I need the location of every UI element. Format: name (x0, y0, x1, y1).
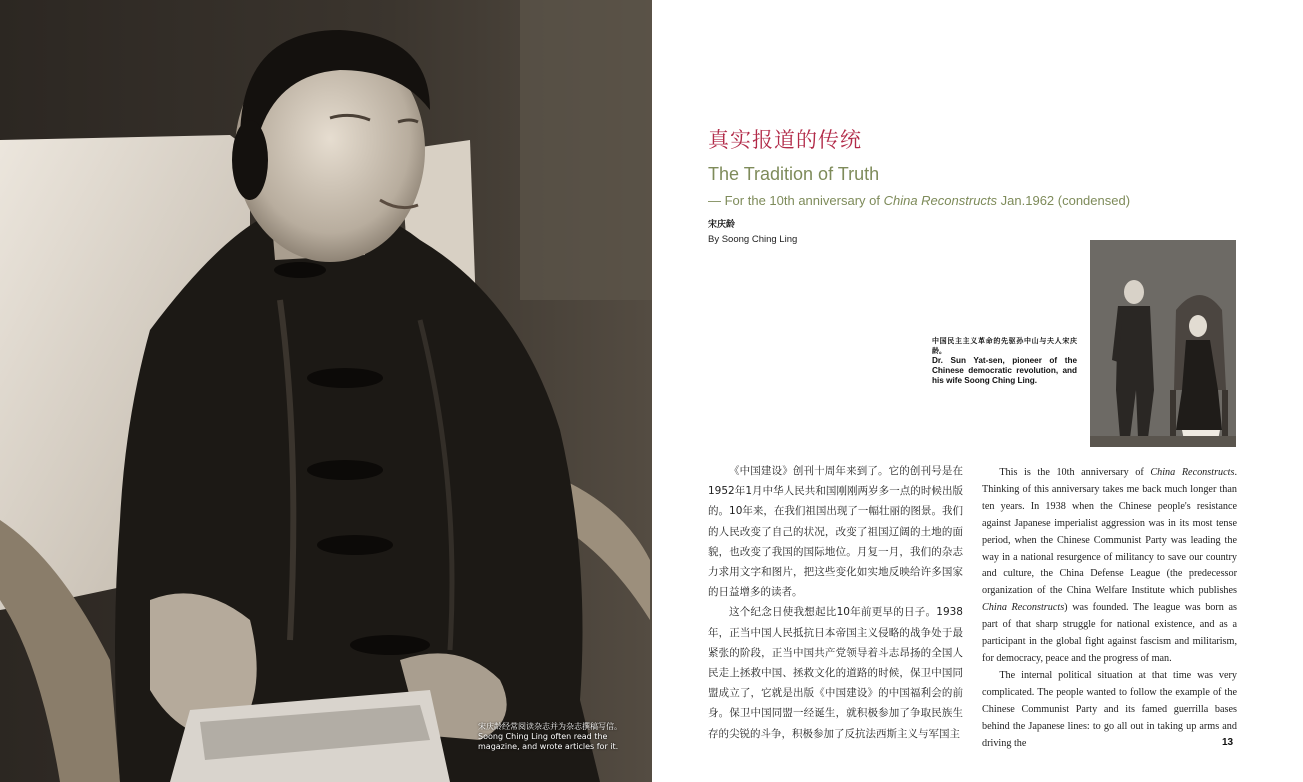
body-en-p1-italic-1: China Reconstructs (1150, 467, 1235, 478)
article-title-en: The Tradition of Truth (708, 164, 880, 184)
body-en-p1-italic-2: China Reconstructs (982, 602, 1065, 614)
body-en-paragraph-1 (982, 465, 1237, 668)
body-english-column (982, 465, 1237, 752)
body-cn-paragraph-1: 《中国建设》创刊十周年来到了。它的创刊号是在1952年1月中华人民共和国刚刚两岁多一点的时候出版的。10年来，在我们祖国出现了一幅壮丽的图景。我们的人民改变了自己的状况，改变了祖国辽阔的土地的面貌，也改变了我国的国际地位。月复一月，我们的杂志力求用文字和图片，把这些变化如实地反映给许多国家的日益增多的读者。 (708, 465, 963, 599)
inset-caption-cn: 中国民主主义革命的先驱孙中山与夫人宋庆龄。 (932, 337, 1077, 355)
inset-caption-en: Dr. Sun Yat-sen, pioneer of the Chinese democratic revolution, and his wife Soong Ching Ling. (932, 356, 1077, 385)
subtitle-magazine-name: China Reconstructs (883, 193, 998, 208)
inset-caption (932, 336, 1077, 386)
subtitle-suffix: Jan.1962 (condensed) (997, 193, 1131, 208)
article-subtitle (708, 193, 1130, 208)
page-number: 13 (1222, 737, 1234, 748)
body-cn-paragraph-2: 这个纪念日使我想起比10年前更早的日子。1938年，正当中国人民抵抗日本帝国主义侵略的战争处于最紧张的阶段，正当中国共产党领导着斗志昂扬的全国人民走上拯救中国、拯救文化的道路的时候，保卫中国同盟成立了，它就是出版《中国建设》的中国福利会的前身。保卫中国同盟一经诞生，就积极参加了争取民族生存的尖锐的斗争，积极参加了反抗法西斯主义与军国主 (708, 606, 963, 740)
article-title-cn: 真实报道的传统 (708, 128, 862, 152)
sun-yatsen-photo (1090, 240, 1236, 447)
body-en-p1-c: ) was founded. The league was born as part of that sharp struggle for national existence, and as a participant in the global fight against fascism and militarism, for democracy, peace and the progress of man. (982, 602, 1238, 664)
photo-caption-en: Soong Ching Ling often read the magazine, and wrote articles for it. (478, 732, 619, 751)
photo-caption (478, 722, 636, 752)
body-en-p1-a: This is the 10th anniversary of (999, 467, 1151, 478)
author-en: By Soong Ching Ling (708, 234, 798, 245)
body-chinese-column (708, 461, 963, 744)
author-cn: 宋庆龄 (708, 220, 736, 230)
inset-illustration (1090, 240, 1236, 447)
photo-caption-cn: 宋庆龄经常阅读杂志并为杂志撰稿写信。 (478, 722, 622, 731)
subtitle-prefix: — For the 10th anniversary of (708, 193, 884, 208)
body-en-p1-b: . Thinking of this anniversary takes me back much longer than ten years. In 1938 when the Chinese people's resistance against Japanese imperialist aggression was in its most tense period, when the Chinese Communist Party was leading the way in a national resurgence of militancy to save our country and culture, the China Defense League (the predecessor organization of the China Welfare Institute which publishes (982, 467, 1237, 597)
body-en-paragraph-2: The internal political situation at that time was very complicated. The people wanted to follow the example of the Chinese Communist Party and its famed guerrilla bases behind the Japanese lines: to go all out in taking up arms and driving the (982, 669, 1237, 749)
